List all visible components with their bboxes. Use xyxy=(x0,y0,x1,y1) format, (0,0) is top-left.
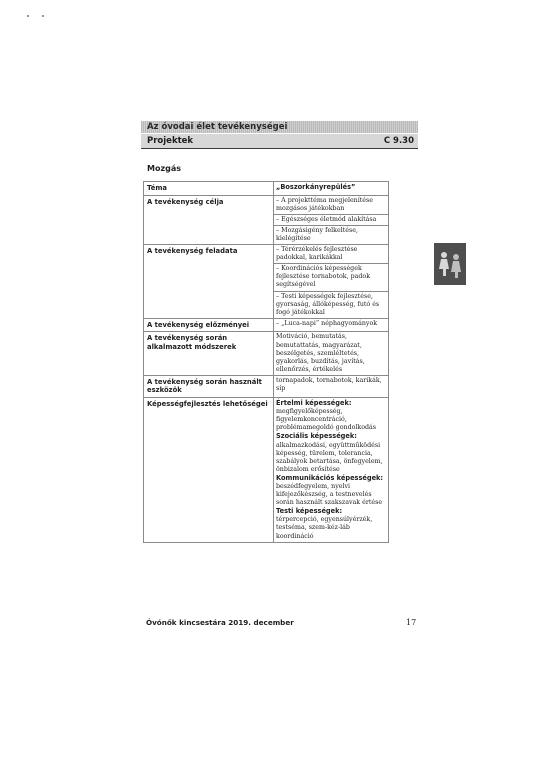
table-row xyxy=(144,245,389,319)
theme-title: „Boszorkányrepülés” xyxy=(276,183,356,191)
table-row xyxy=(144,318,389,332)
row-value: tornapadok, tornabotok, karikák, síp xyxy=(274,375,389,397)
children-silhouette-icon xyxy=(434,243,466,285)
skill-text: alkalmazkodási, együttműködési képesség, türelem, tolerancia, szabályok betartása, önfegyelem, önbizalom erősítése xyxy=(276,441,383,473)
table-row xyxy=(144,375,389,397)
table-row xyxy=(144,182,389,196)
activity-table xyxy=(143,181,389,543)
row-value: Motiváció, bemutatás, bemutattatás, magyarázat, beszélgetés, szemléltetés, gyakorlás, buzdítás, javítás, ellenőrzés, értékelés xyxy=(274,332,389,375)
row-label: A tevékenység előzményei xyxy=(144,318,274,332)
row-label: A tevékenység feladata xyxy=(144,245,274,319)
subject-heading: Mozgás xyxy=(147,164,181,173)
row-value xyxy=(274,195,389,244)
skill-text: térpercepció, egyensúlyérzék, testséma, szem-kéz-láb koordináció xyxy=(276,516,373,540)
row-label: A tevékenység célja xyxy=(144,195,274,244)
list-item: – Mozgásigény felkeltése, kielégítése xyxy=(274,225,388,243)
skill-text: beszédfegyelem, nyelvi kifejezőkészség, a testnevelés során használt szakszavak értése xyxy=(276,483,383,507)
table-row xyxy=(144,195,389,244)
skill-heading: Szociális képességek: xyxy=(276,432,357,441)
chapter-header xyxy=(141,134,418,149)
row-value xyxy=(274,245,389,319)
chapter-title: Projektek xyxy=(147,136,194,146)
skill-text: megfigyelőképesség, figyelemkoncentráció, problémamegoldó gondolkodás xyxy=(276,408,377,432)
row-value xyxy=(274,182,389,196)
row-label: A tevékenység során használt eszközök xyxy=(144,375,274,397)
row-value: – „Luca-napi” néphagyományok xyxy=(274,318,389,332)
list-item: – Testi képességek fejlesztése, gyorsaság, állóképesség, futó és fogó játékokkal xyxy=(274,291,388,317)
skill-heading: Kommunikációs képességek: xyxy=(276,473,384,482)
list-item: – A projekttéma megjelenítése mozgásos játékokban xyxy=(276,196,373,212)
scan-speck xyxy=(27,15,29,17)
section-title-band xyxy=(141,121,418,133)
skill-heading: Értelmi képességek: xyxy=(276,399,352,408)
table-row xyxy=(144,332,389,375)
scan-speck xyxy=(42,15,44,17)
list-item: – Térérzékelés fejlesztése padokkal, karikákkal xyxy=(276,246,358,262)
table-row xyxy=(144,398,389,543)
row-label: A tevékenység során alkalmazott módszerek xyxy=(144,332,274,375)
thumb-index-tab xyxy=(434,243,466,285)
row-label: Téma xyxy=(144,182,274,196)
row-value xyxy=(274,398,389,543)
list-item: – Koordinációs képességek fejlesztése tornabotok, padok segítségével xyxy=(274,263,388,289)
list-item: – Egészséges életmód alakítása xyxy=(274,214,388,224)
publication-footer: Óvónők kincsestára 2019. december xyxy=(146,618,294,627)
row-label: Képességfejlesztés lehetőségei xyxy=(144,398,274,543)
skill-heading: Testi képességek: xyxy=(276,507,343,516)
section-title: Az óvodai élet tevékenységei xyxy=(147,122,288,132)
page-number: 17 xyxy=(406,618,417,627)
chapter-code: C 9.30 xyxy=(383,136,414,146)
